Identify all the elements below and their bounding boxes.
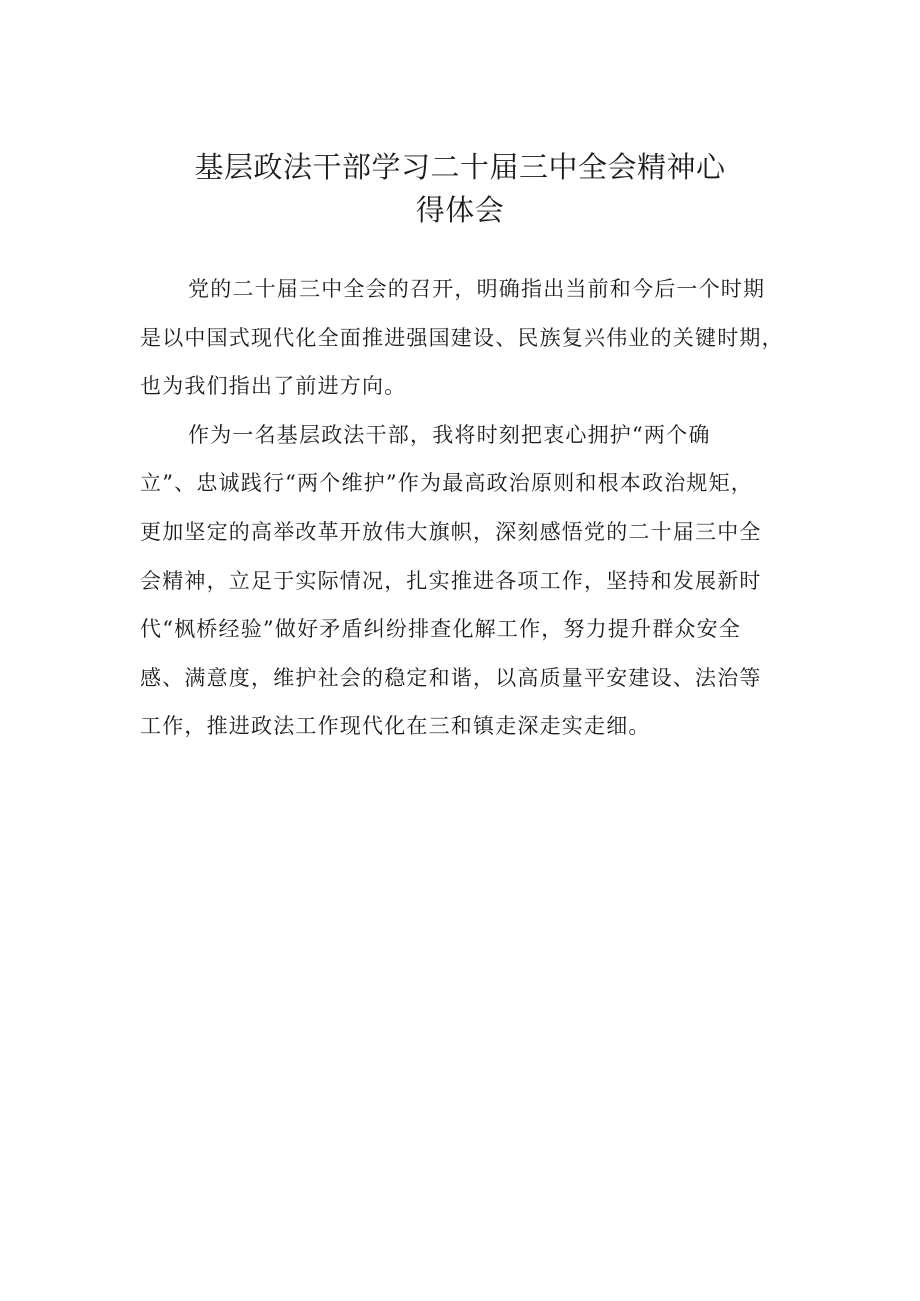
paragraph-line: 感、满意度，维护社会的稳定和谐，以高质量平安建设、法治等 [140, 665, 762, 690]
document-title [140, 146, 780, 232]
document-body [140, 265, 785, 751]
paragraph-line: 更加坚定的高举改革开放伟大旗帜，深刻感悟党的二十届三中全 [140, 519, 762, 544]
paragraph-line: 是以中国式现代化全面推进强国建设、民族复兴伟业的关键时期， [140, 325, 784, 350]
paragraph-line: 作为一名基层政法干部，我将时刻把衷心拥护“两个确 [188, 422, 711, 447]
paragraph-line: 立”、忠诚践行“两个维护”作为最高政治原则和根本政治规矩， [140, 471, 754, 496]
paragraph-line: 也为我们指出了前进方向。 [140, 374, 407, 399]
title-line-2: 得体会 [415, 193, 505, 227]
title-line-1: 基层政法干部学习二十届三中全会精神心 [194, 150, 726, 184]
paragraph-line: 工作，推进政法工作现代化在三和镇走深走实走细。 [140, 714, 651, 739]
paragraph-line: 党的二十届三中全会的召开，明确指出当前和今后一个时期 [188, 277, 766, 301]
paragraph-1 [140, 265, 785, 411]
paragraph-line: 会精神，立足于实际情况，扎实推进各项工作，坚持和发展新时 [140, 568, 762, 593]
paragraph-line: 代“枫桥经验”做好矛盾纠纷排查化解工作，努力提升群众安全 [140, 617, 742, 642]
paragraph-2 [140, 411, 785, 751]
